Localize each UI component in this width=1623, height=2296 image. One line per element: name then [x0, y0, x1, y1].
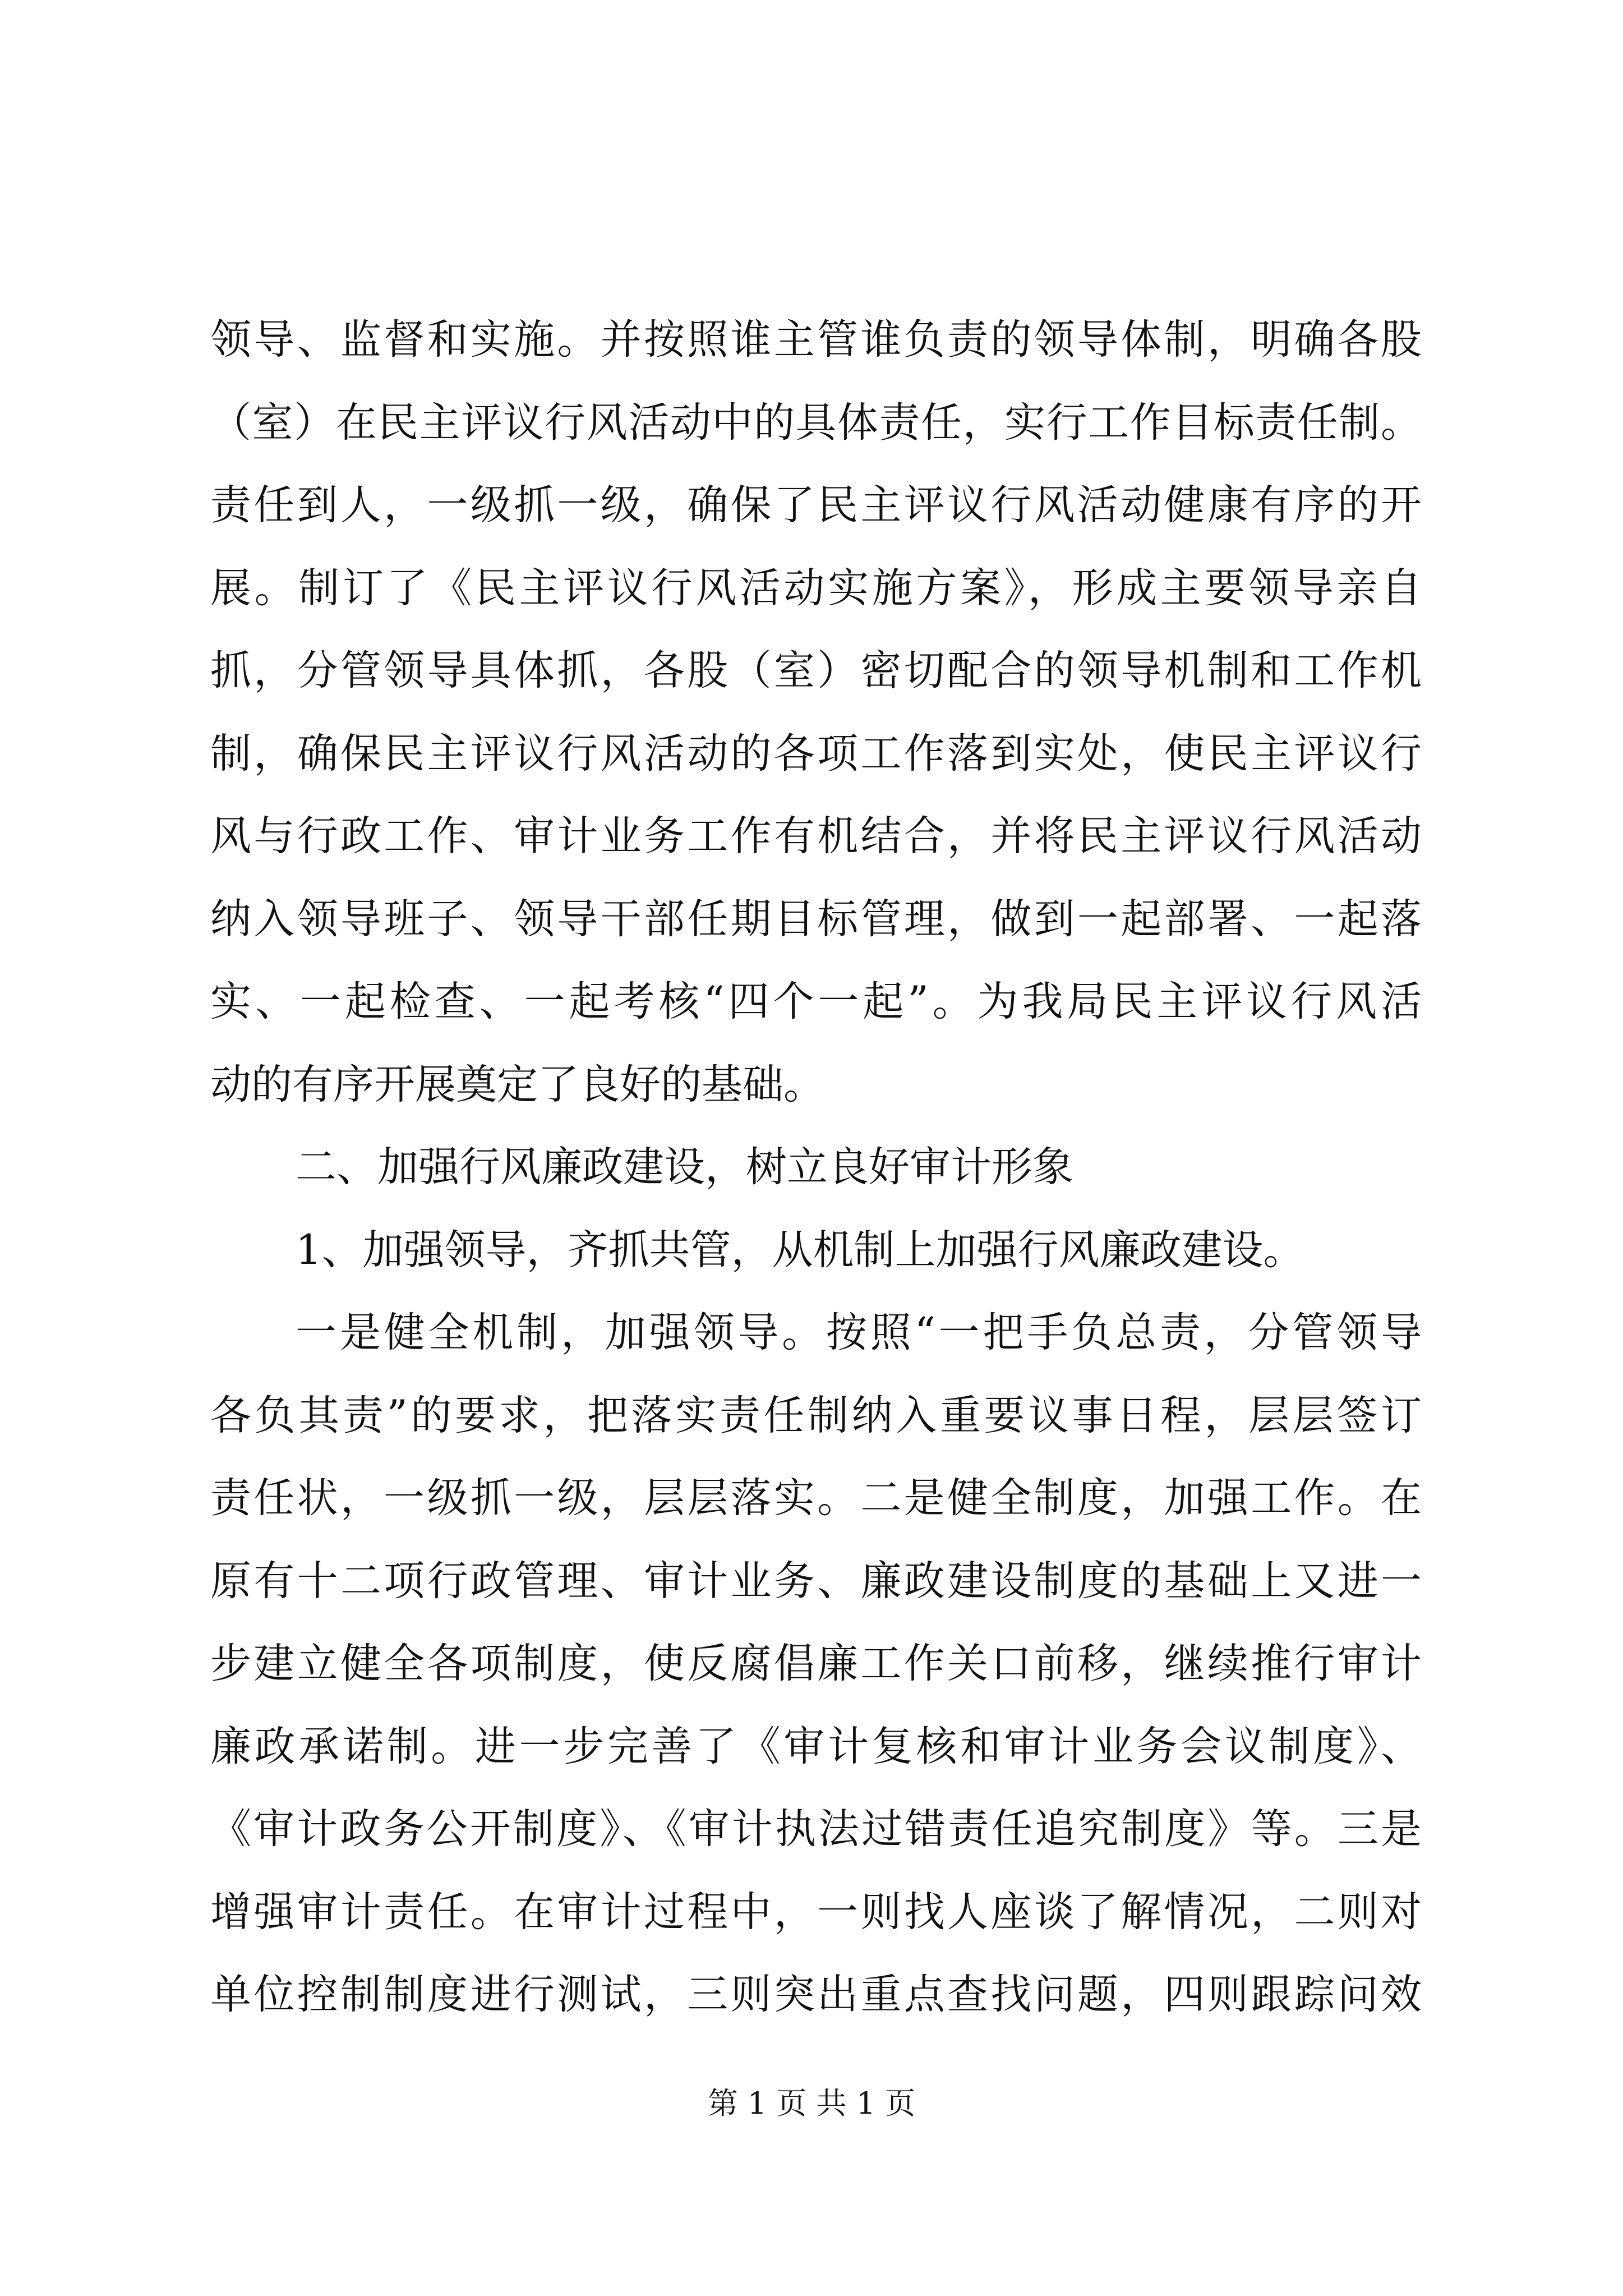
text-line: 廉政承诺制。进一步完善了《审计复核和审计业务会议制度》、 — [210, 1722, 1422, 1770]
text-line: 《审计政务公开制度》、《审计执法过错责任追究制度》等。三是 — [210, 1805, 1422, 1853]
text-line: 增强审计责任。在审计过程中，一则找人座谈了解情况，二则对 — [210, 1888, 1422, 1936]
text-line: 步建立健全各项制度，使反腐倡廉工作关口前移，继续推行审计 — [210, 1640, 1422, 1687]
body-text — [210, 298, 1422, 2036]
section-heading: 二、加强行风廉政建设，树立良好审计形象 — [296, 1143, 1073, 1191]
text-line: 单位控制制度进行测试，三则突出重点查找问题，四则跟踪问效 — [210, 1971, 1422, 2018]
text-line: 制，确保民主评议行风活动的各项工作落到实处，使民主评议行 — [210, 729, 1422, 777]
page-footer: 第 1 页 共 1 页 — [707, 2086, 916, 2121]
text-line: 责任状，一级抓一级，层层落实。二是健全制度，加强工作。在 — [210, 1474, 1422, 1522]
text-line: （室）在民主评议行风活动中的具体责任，实行工作目标责任制。 — [210, 398, 1422, 447]
text-line: 各负其责”的要求，把落实责任制纳入重要议事日程，层层签订 — [210, 1391, 1422, 1439]
text-line: 纳入领导班子、领导干部任期目标管理，做到一起部署、一起落 — [210, 895, 1422, 943]
text-line: 责任到人，一级抓一级，确保了民主评议行风活动健康有序的开 — [210, 481, 1422, 529]
text-line: 一是健全机制，加强领导。按照“一把手负总责，分管领导 — [296, 1309, 1422, 1356]
text-line: 动的有序开展奠定了良好的基础。 — [210, 1060, 824, 1108]
text-line: 实、一起检查、一起考核“四个一起”。为我局民主评议行风活 — [210, 978, 1422, 1025]
subsection-heading: 1、加强领导，齐抓共管，从机制上加强行风廉政建设。 — [296, 1226, 1304, 1274]
text-line: 原有十二项行政管理、审计业务、廉政建设制度的基础上又进一 — [210, 1557, 1422, 1605]
text-line: 展。制订了《民主评议行风活动实施方案》，形成主要领导亲自 — [210, 564, 1422, 612]
text-line: 风与行政工作、审计业务工作有机结合，并将民主评议行风活动 — [210, 812, 1422, 860]
text-line: 抓，分管领导具体抓，各股（室）密切配合的领导机制和工作机 — [210, 647, 1422, 694]
text-line: 领导、监督和实施。并按照谁主管谁负责的领导体制，明确各股 — [210, 316, 1422, 364]
